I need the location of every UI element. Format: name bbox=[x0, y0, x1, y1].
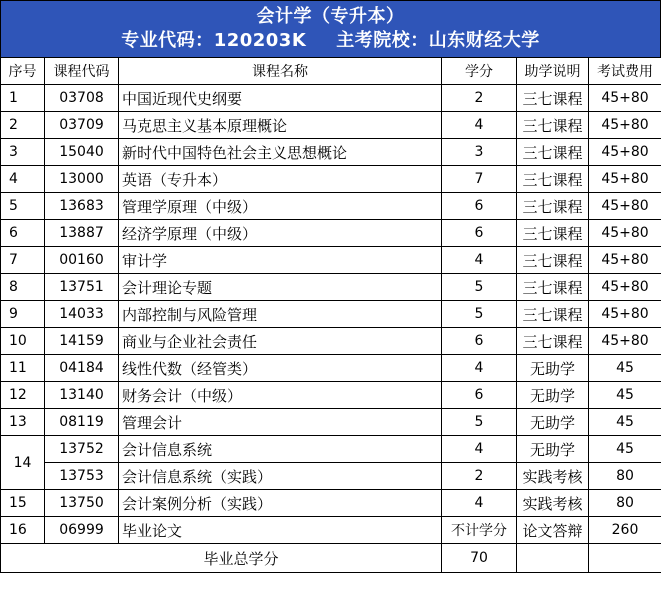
credit-cell: 5 bbox=[442, 409, 517, 436]
code-cell: 03709 bbox=[45, 112, 119, 139]
name-cell: 英语（专升本） bbox=[119, 166, 442, 193]
credit-cell: 6 bbox=[442, 220, 517, 247]
name-cell: 新时代中国特色社会主义思想概论 bbox=[119, 139, 442, 166]
table-row bbox=[1, 85, 661, 112]
name-cell: 内部控制与风险管理 bbox=[119, 301, 442, 328]
table-row bbox=[1, 328, 661, 355]
table-row bbox=[1, 193, 661, 220]
major-code-label: 专业代码： bbox=[121, 30, 214, 51]
total-credits-label: 毕业总学分 bbox=[1, 544, 442, 573]
help-cell: 实践考核 bbox=[517, 463, 589, 490]
code-cell: 00160 bbox=[45, 247, 119, 274]
table-row bbox=[1, 301, 661, 328]
help-cell: 三七课程 bbox=[517, 220, 589, 247]
help-cell: 论文答辩 bbox=[517, 517, 589, 544]
fee-cell: 45 bbox=[589, 436, 661, 463]
table-row bbox=[1, 247, 661, 274]
credit-cell: 3 bbox=[442, 139, 517, 166]
table-row bbox=[1, 409, 661, 436]
seq-cell: 15 bbox=[1, 490, 45, 517]
credit-cell: 2 bbox=[442, 463, 517, 490]
fee-cell: 45+80 bbox=[589, 85, 661, 112]
name-cell: 财务会计（中级） bbox=[119, 382, 442, 409]
name-cell: 毕业论文 bbox=[119, 517, 442, 544]
seq-cell: 8 bbox=[1, 274, 45, 301]
seq-cell: 4 bbox=[1, 166, 45, 193]
seq-cell: 11 bbox=[1, 355, 45, 382]
help-cell: 无助学 bbox=[517, 355, 589, 382]
credit-cell: 不计学分 bbox=[442, 517, 517, 544]
code-cell: 06999 bbox=[45, 517, 119, 544]
seq-cell: 3 bbox=[1, 139, 45, 166]
seq-cell: 10 bbox=[1, 328, 45, 355]
code-cell: 14033 bbox=[45, 301, 119, 328]
column-header-row bbox=[1, 58, 661, 85]
col-header-seq: 序号 bbox=[1, 58, 45, 85]
table-row bbox=[1, 166, 661, 193]
seq-cell: 2 bbox=[1, 112, 45, 139]
table-row bbox=[1, 220, 661, 247]
major-title: 会计学（专升本） bbox=[256, 6, 405, 27]
credit-cell: 5 bbox=[442, 274, 517, 301]
fee-cell: 45+80 bbox=[589, 274, 661, 301]
help-cell: 三七课程 bbox=[517, 247, 589, 274]
credit-cell: 5 bbox=[442, 301, 517, 328]
credit-cell: 4 bbox=[442, 247, 517, 274]
name-cell: 马克思主义基本原理概论 bbox=[119, 112, 442, 139]
name-cell: 会计信息系统 bbox=[119, 436, 442, 463]
help-cell: 三七课程 bbox=[517, 112, 589, 139]
name-cell: 审计学 bbox=[119, 247, 442, 274]
help-cell: 三七课程 bbox=[517, 301, 589, 328]
seq-cell: 7 bbox=[1, 247, 45, 274]
total-credits-value: 70 bbox=[442, 544, 517, 573]
name-cell: 会计信息系统（实践） bbox=[119, 463, 442, 490]
code-cell: 15040 bbox=[45, 139, 119, 166]
table-row bbox=[1, 490, 661, 517]
col-header-fee: 考试费用 bbox=[589, 58, 661, 85]
help-cell: 无助学 bbox=[517, 382, 589, 409]
col-header-credit: 学分 bbox=[442, 58, 517, 85]
fee-cell: 45+80 bbox=[589, 193, 661, 220]
fee-cell: 45+80 bbox=[589, 247, 661, 274]
credit-cell: 6 bbox=[442, 382, 517, 409]
fee-cell: 45+80 bbox=[589, 301, 661, 328]
empty-cell bbox=[517, 544, 589, 573]
fee-cell: 45 bbox=[589, 355, 661, 382]
credit-cell: 4 bbox=[442, 490, 517, 517]
name-cell: 会计案例分析（实践） bbox=[119, 490, 442, 517]
credit-cell: 6 bbox=[442, 193, 517, 220]
code-cell: 13887 bbox=[45, 220, 119, 247]
help-cell: 实践考核 bbox=[517, 490, 589, 517]
course-table bbox=[0, 57, 661, 573]
help-cell: 三七课程 bbox=[517, 193, 589, 220]
col-header-name: 课程名称 bbox=[119, 58, 442, 85]
seq-cell: 12 bbox=[1, 382, 45, 409]
code-cell: 13752 bbox=[45, 436, 119, 463]
table-row bbox=[1, 382, 661, 409]
credit-cell: 7 bbox=[442, 166, 517, 193]
major-info-line bbox=[121, 29, 540, 53]
code-cell: 04184 bbox=[45, 355, 119, 382]
seq-cell: 13 bbox=[1, 409, 45, 436]
help-cell: 三七课程 bbox=[517, 85, 589, 112]
table-row bbox=[1, 112, 661, 139]
seq-cell: 6 bbox=[1, 220, 45, 247]
total-row bbox=[1, 544, 661, 573]
table-row bbox=[1, 274, 661, 301]
fee-cell: 45+80 bbox=[589, 220, 661, 247]
fee-cell: 45+80 bbox=[589, 166, 661, 193]
help-cell: 三七课程 bbox=[517, 166, 589, 193]
fee-cell: 45 bbox=[589, 382, 661, 409]
fee-cell: 80 bbox=[589, 490, 661, 517]
school-name: 山东财经大学 bbox=[428, 30, 540, 51]
fee-cell: 80 bbox=[589, 463, 661, 490]
school-label: 主考院校： bbox=[336, 30, 429, 51]
table-row bbox=[1, 517, 661, 544]
fee-cell: 260 bbox=[589, 517, 661, 544]
name-cell: 中国近现代史纲要 bbox=[119, 85, 442, 112]
seq-cell: 16 bbox=[1, 517, 45, 544]
seq-cell: 1 bbox=[1, 85, 45, 112]
name-cell: 管理学原理（中级） bbox=[119, 193, 442, 220]
table-row bbox=[1, 139, 661, 166]
col-header-help: 助学说明 bbox=[517, 58, 589, 85]
code-cell: 13683 bbox=[45, 193, 119, 220]
help-cell: 无助学 bbox=[517, 409, 589, 436]
help-cell: 三七课程 bbox=[517, 139, 589, 166]
major-code: 120203K bbox=[213, 30, 307, 51]
name-cell: 经济学原理（中级） bbox=[119, 220, 442, 247]
table-row bbox=[1, 463, 661, 490]
empty-cell bbox=[589, 544, 661, 573]
table-row bbox=[1, 436, 661, 463]
code-cell: 13751 bbox=[45, 274, 119, 301]
credit-cell: 4 bbox=[442, 112, 517, 139]
table-row bbox=[1, 355, 661, 382]
code-cell: 14159 bbox=[45, 328, 119, 355]
seq-cell: 5 bbox=[1, 193, 45, 220]
fee-cell: 45+80 bbox=[589, 328, 661, 355]
credit-cell: 6 bbox=[442, 328, 517, 355]
help-cell: 三七课程 bbox=[517, 328, 589, 355]
help-cell: 三七课程 bbox=[517, 274, 589, 301]
name-cell: 线性代数（经管类） bbox=[119, 355, 442, 382]
fee-cell: 45 bbox=[589, 409, 661, 436]
code-cell: 13753 bbox=[45, 463, 119, 490]
col-header-code: 课程代码 bbox=[45, 58, 119, 85]
help-cell: 无助学 bbox=[517, 436, 589, 463]
credit-cell: 2 bbox=[442, 85, 517, 112]
fee-cell: 45+80 bbox=[589, 139, 661, 166]
name-cell: 管理会计 bbox=[119, 409, 442, 436]
fee-cell: 45+80 bbox=[589, 112, 661, 139]
code-cell: 13140 bbox=[45, 382, 119, 409]
code-cell: 13000 bbox=[45, 166, 119, 193]
seq-cell: 14 bbox=[1, 436, 45, 490]
seq-cell: 9 bbox=[1, 301, 45, 328]
credit-cell: 4 bbox=[442, 436, 517, 463]
credit-cell: 4 bbox=[442, 355, 517, 382]
name-cell: 会计理论专题 bbox=[119, 274, 442, 301]
code-cell: 03708 bbox=[45, 85, 119, 112]
name-cell: 商业与企业社会责任 bbox=[119, 328, 442, 355]
table-header-banner bbox=[0, 0, 661, 57]
code-cell: 13750 bbox=[45, 490, 119, 517]
code-cell: 08119 bbox=[45, 409, 119, 436]
